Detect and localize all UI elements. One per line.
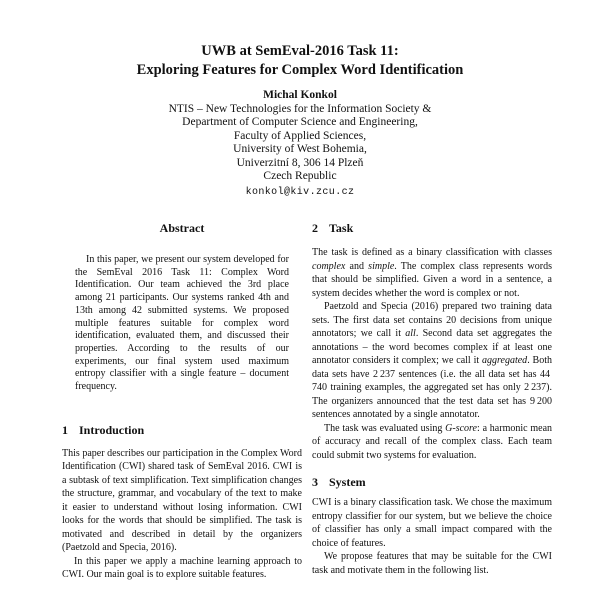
two-column-body bbox=[62, 221, 552, 600]
abstract-heading: Abstract bbox=[159, 221, 205, 235]
paragraph: This paper describes our participation in the Complex Word Identification (CWI) shared task of SemEval 2016. CWI is a subtask of text simplification. Text simplification changes the structure, grammar, and vocabulary of the text to make it easier to understand without losing information. CWI looks for the words that should be simplified. The task is motivated and described in detail by the organizers (Paetzold and Specia, 2016). bbox=[62, 447, 302, 554]
affiliation-line: Faculty of Applied Sciences, bbox=[233, 129, 367, 142]
section-heading-system bbox=[312, 475, 552, 489]
left-column bbox=[62, 221, 302, 600]
section-number: 3 bbox=[312, 475, 318, 489]
paragraph: The task is defined as a binary classification with classes complex and simple. The complex class represents words that should be simplified. Given a word in a sentence, a system decides whether the word is complex or not. bbox=[312, 247, 552, 299]
section-heading-task bbox=[312, 221, 552, 235]
section-title: Introduction bbox=[79, 422, 145, 437]
paper-title bbox=[0, 42, 600, 79]
right-column bbox=[312, 221, 552, 600]
section-title: Task bbox=[329, 221, 354, 235]
paragraph: In this paper we apply a machine learning approach to CWI. Our main goal is to explore suitable features. bbox=[62, 555, 302, 581]
section-heading-introduction bbox=[62, 423, 302, 437]
abstract-text: In this paper, we present our system developed for the SemEval 2016 Task 11: Complex Word Identification. Our team achieved the 3rd place among 21 participants. Our systems ranked 4th and 13th among 42 submitted systems. We proposed multiple features suitable for complex word identification, evaluated them, and discussed their properties. According to the results of our experiments, our final system used maximum entropy classifier with a single feature – document frequency. bbox=[75, 254, 289, 393]
author-email: konkol@kiv.zcu.cz bbox=[245, 186, 355, 198]
affiliation-block bbox=[0, 103, 600, 184]
paper-title-line1: UWB at SemEval-2016 Task 11: bbox=[201, 43, 399, 59]
paper-header bbox=[0, 42, 600, 199]
affiliation-line: Univerzitní 8, 306 14 Plzeň bbox=[236, 156, 364, 169]
affiliation-line: University of West Bohemia, bbox=[233, 143, 367, 155]
author-name: Michal Konkol bbox=[263, 89, 337, 101]
paragraph: CWI is a binary classification task. We chose the maximum entropy classifier for our system, but we believe the choice of classifier has only a small impact compared with the choice of features. bbox=[312, 497, 552, 549]
paragraph: The task was evaluated using G-score: a harmonic mean of accuracy and recall of the complex class. Each team could submit two systems for evaluation. bbox=[312, 422, 552, 461]
affiliation-line: Department of Computer Science and Engineering, bbox=[182, 116, 418, 128]
section-number: 1 bbox=[62, 422, 68, 437]
affiliation-line: Czech Republic bbox=[263, 170, 337, 182]
affiliation-line: NTIS – New Technologies for the Information Society & bbox=[168, 102, 432, 115]
section-title: System bbox=[329, 475, 366, 489]
section-number: 2 bbox=[312, 221, 318, 235]
paragraph: We propose features that may be suitable for the CWI task and motivate them in the following list. bbox=[312, 551, 552, 576]
paragraph: Paetzold and Specia (2016) prepared two training data sets. The first data set contains 20 decisions from unique annotators; we call it all. Second data set aggregates the annotations – the word becomes complex if at least one annotator considers it complex; we call it aggregated. Both data sets have 2 237 sentences (i.e. the all data set has 44 740 training examples, the aggregated set has only 2 237). The organizers announced that the test data set has 9 200 sentences annotated by a single annotator. bbox=[312, 301, 552, 420]
paper-title-line2: Exploring Features for Complex Word Identification bbox=[136, 61, 464, 78]
